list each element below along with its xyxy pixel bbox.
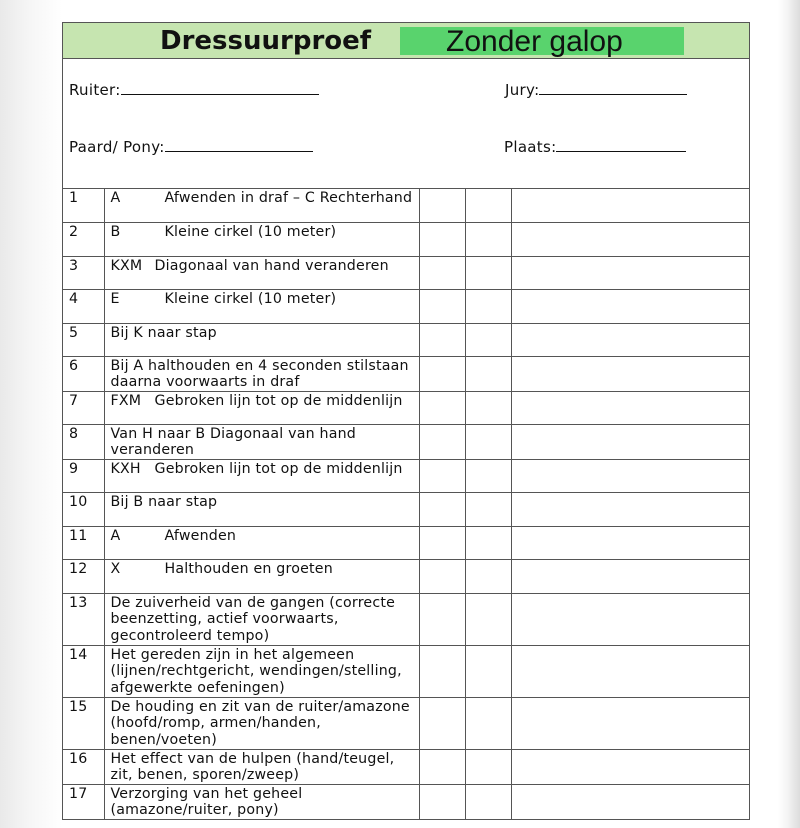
exercise-description	[104, 492, 419, 526]
exercise-description	[104, 784, 419, 819]
exercise-description	[104, 256, 419, 289]
form-title: Dressuurproef	[160, 26, 372, 56]
exercise-number: 13	[63, 593, 104, 645]
exercise-text: Halthouden en groeten	[164, 560, 333, 577]
score-cell-1[interactable]	[419, 459, 465, 492]
remarks-cell[interactable]	[511, 289, 749, 323]
remarks-cell[interactable]	[511, 189, 749, 222]
remarks-cell[interactable]	[511, 424, 749, 459]
score-cell-2[interactable]	[465, 222, 511, 256]
remarks-cell[interactable]	[511, 749, 749, 784]
ruiter-blank-line[interactable]	[121, 80, 319, 95]
score-cell-1[interactable]	[419, 323, 465, 356]
exercise-description	[104, 189, 419, 222]
remarks-cell[interactable]	[511, 459, 749, 492]
score-cell-2[interactable]	[465, 391, 511, 424]
exercise-row	[63, 289, 749, 323]
exercise-number: 17	[63, 784, 104, 819]
remarks-cell[interactable]	[511, 256, 749, 289]
score-cell-1[interactable]	[419, 222, 465, 256]
exercise-row	[63, 323, 749, 356]
exercise-text: Kleine cirkel (10 meter)	[164, 223, 337, 240]
score-cell-2[interactable]	[465, 749, 511, 784]
exercise-text: Van H naar B Diagonaal van hand veranderen	[110, 425, 356, 458]
arena-letter-code: KXM	[110, 257, 143, 274]
exercise-table	[63, 189, 749, 820]
exercise-text: Afwenden in draf – C Rechterhand	[164, 190, 413, 206]
exercise-number: 12	[63, 559, 104, 593]
score-cell-2[interactable]	[465, 559, 511, 593]
score-cell-2[interactable]	[465, 593, 511, 645]
exercise-number: 11	[63, 526, 104, 559]
exercise-text: Afwenden	[164, 527, 237, 544]
remarks-cell[interactable]	[511, 222, 749, 256]
exercise-number: 9	[63, 459, 104, 492]
exercise-number: 6	[63, 356, 104, 391]
remarks-cell[interactable]	[511, 492, 749, 526]
score-cell-1[interactable]	[419, 526, 465, 559]
jury-label: Jury:	[505, 81, 540, 99]
exercise-description	[104, 645, 419, 697]
score-cell-2[interactable]	[465, 256, 511, 289]
exercise-row	[63, 459, 749, 492]
arena-letter-code: E	[110, 290, 120, 307]
score-cell-1[interactable]	[419, 697, 465, 749]
exercise-text: Het effect van de hulpen (hand/teugel, zit, benen, sporen/zweep)	[110, 750, 395, 783]
exercise-row	[63, 256, 749, 289]
exercise-number: 15	[63, 697, 104, 749]
exercise-row	[63, 784, 749, 819]
score-cell-2[interactable]	[465, 645, 511, 697]
exercise-row	[63, 749, 749, 784]
score-cell-1[interactable]	[419, 391, 465, 424]
score-cell-1[interactable]	[419, 189, 465, 222]
exercise-row	[63, 492, 749, 526]
arena-letter-code: X	[110, 560, 121, 577]
score-cell-1[interactable]	[419, 356, 465, 391]
score-cell-2[interactable]	[465, 526, 511, 559]
score-cell-1[interactable]	[419, 559, 465, 593]
jury-field[interactable]	[505, 80, 687, 99]
plaats-field[interactable]	[504, 137, 686, 156]
info-section	[63, 59, 749, 189]
exercise-text: Gebroken lijn tot op de middenlijn	[154, 392, 403, 409]
score-cell-1[interactable]	[419, 424, 465, 459]
exercise-row	[63, 356, 749, 391]
exercise-row	[63, 189, 749, 222]
score-cell-1[interactable]	[419, 784, 465, 819]
exercise-description	[104, 323, 419, 356]
score-cell-2[interactable]	[465, 289, 511, 323]
exercise-row	[63, 645, 749, 697]
exercise-text: De zuiverheid van de gangen (correcte beenzetting, actief voorwaarts, gecontroleerd tempo)	[110, 594, 396, 644]
score-cell-2[interactable]	[465, 356, 511, 391]
remarks-cell[interactable]	[511, 784, 749, 819]
remarks-cell[interactable]	[511, 391, 749, 424]
exercise-number: 3	[63, 256, 104, 289]
remarks-cell[interactable]	[511, 356, 749, 391]
score-cell-2[interactable]	[465, 784, 511, 819]
arena-letter-code: FXM	[110, 392, 142, 409]
remarks-cell[interactable]	[511, 697, 749, 749]
page-margin-right	[778, 0, 800, 828]
exercise-description	[104, 391, 419, 424]
ruiter-field[interactable]	[69, 80, 319, 99]
exercise-row	[63, 424, 749, 459]
remarks-cell[interactable]	[511, 526, 749, 559]
jury-blank-line[interactable]	[539, 80, 687, 95]
exercise-row	[63, 391, 749, 424]
exercise-description	[104, 749, 419, 784]
score-cell-2[interactable]	[465, 323, 511, 356]
exercise-number: 5	[63, 323, 104, 356]
exercise-text: Het gereden zijn in het algemeen (lijnen/rechtgericht, wendingen/stelling, afgewerkte oefeningen)	[110, 646, 402, 696]
exercise-text: Bij A halthouden en 4 seconden stilstaan daarna voorwaarts in draf	[110, 357, 409, 390]
score-cell-2[interactable]	[465, 459, 511, 492]
exercise-number: 14	[63, 645, 104, 697]
score-cell-1[interactable]	[419, 593, 465, 645]
exercise-text: Verzorging van het geheel (amazone/ruiter, pony)	[110, 785, 303, 818]
exercise-description	[104, 559, 419, 593]
score-cell-1[interactable]	[419, 749, 465, 784]
score-cell-2[interactable]	[465, 697, 511, 749]
arena-letter-code: A	[110, 190, 121, 206]
exercise-description	[104, 697, 419, 749]
exercise-text: Bij K naar stap	[110, 324, 217, 341]
dressage-test-form	[62, 22, 750, 820]
exercise-number: 7	[63, 391, 104, 424]
exercise-description	[104, 289, 419, 323]
exercise-text: Diagonaal van hand veranderen	[154, 257, 389, 274]
remarks-cell[interactable]	[511, 559, 749, 593]
exercise-description	[104, 593, 419, 645]
exercise-row	[63, 593, 749, 645]
exercise-description	[104, 459, 419, 492]
ruiter-label: Ruiter:	[69, 81, 121, 99]
remarks-cell[interactable]	[511, 323, 749, 356]
exercise-number: 16	[63, 749, 104, 784]
remarks-cell[interactable]	[511, 645, 749, 697]
exercise-description	[104, 424, 419, 459]
paard-pony-label: Paard/ Pony:	[69, 138, 165, 156]
exercise-row	[63, 526, 749, 559]
score-cell-2[interactable]	[465, 189, 511, 222]
exercise-row	[63, 222, 749, 256]
score-cell-1[interactable]	[419, 645, 465, 697]
exercise-row	[63, 697, 749, 749]
exercise-text: Kleine cirkel (10 meter)	[164, 290, 337, 307]
exercise-text: Bij B naar stap	[110, 493, 218, 510]
exercise-text: Gebroken lijn tot op de middenlijn	[154, 460, 403, 477]
remarks-cell[interactable]	[511, 593, 749, 645]
exercise-row	[63, 559, 749, 593]
score-cell-1[interactable]	[419, 256, 465, 289]
arena-letter-code: KXH	[110, 460, 141, 477]
score-cell-2[interactable]	[465, 424, 511, 459]
form-subtitle: Zonder galop	[446, 25, 623, 58]
exercise-text: De houding en zit van de ruiter/amazone (hoofd/romp, armen/handen, benen/voeten)	[110, 698, 410, 748]
exercise-number: 1	[63, 189, 104, 222]
arena-letter-code: B	[110, 223, 121, 240]
exercise-number: 2	[63, 222, 104, 256]
paard-pony-blank-line[interactable]	[165, 137, 313, 152]
exercise-description	[104, 356, 419, 391]
score-cell-1[interactable]	[419, 492, 465, 526]
exercise-description	[104, 526, 419, 559]
score-cell-2[interactable]	[465, 492, 511, 526]
title-bar	[63, 23, 749, 59]
exercise-number: 8	[63, 424, 104, 459]
exercise-description	[104, 222, 419, 256]
exercise-number: 4	[63, 289, 104, 323]
plaats-blank-line[interactable]	[556, 137, 686, 152]
score-cell-1[interactable]	[419, 289, 465, 323]
page-margin-left	[0, 0, 62, 828]
plaats-label: Plaats:	[504, 138, 557, 156]
exercise-number: 10	[63, 492, 104, 526]
paard-pony-field[interactable]	[69, 137, 313, 156]
arena-letter-code: A	[110, 527, 121, 544]
